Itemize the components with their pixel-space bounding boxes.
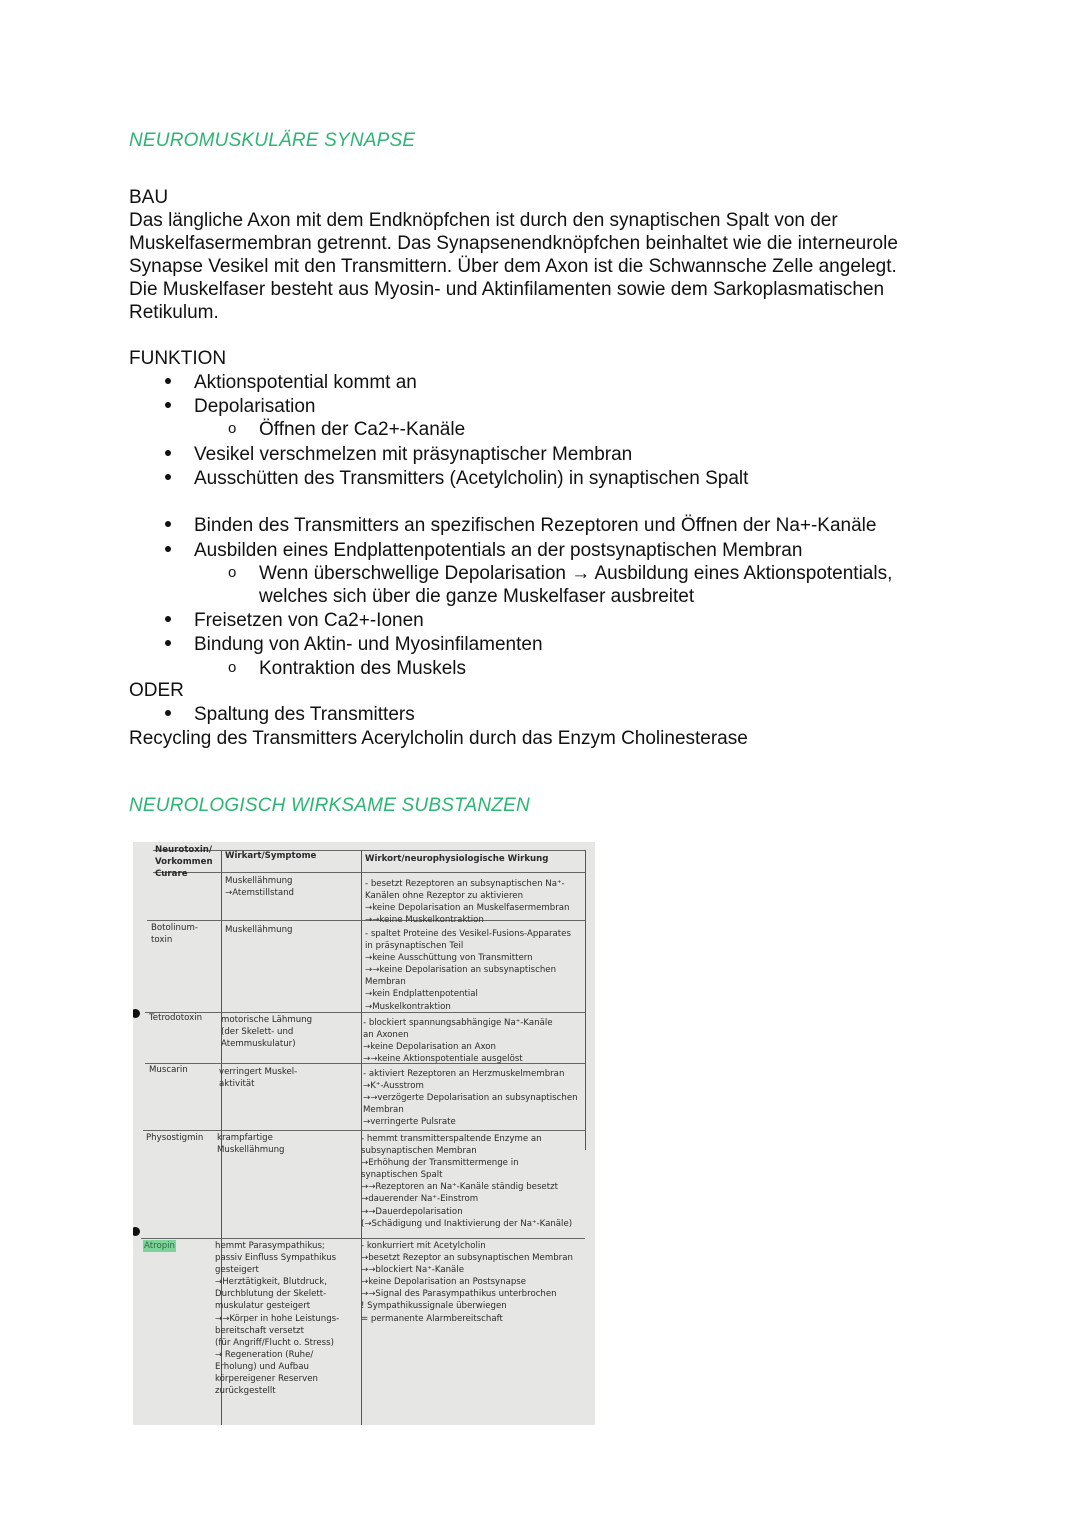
table-header-col1: Neurotoxin/ Vorkommen [155, 845, 213, 868]
list-item: Binden des Transmitters an spezifischen Rezeptoren und Öffnen der Na+-Kanäle [194, 515, 877, 536]
circle-bullet-icon: o [228, 564, 237, 581]
list-subitem-continuation: welches sich über die ganze Muskelfaser ausbreitet [259, 586, 695, 607]
highlighted-atropin: Atropin [144, 1241, 175, 1251]
funktion-heading: FUNKTION [129, 348, 227, 369]
bullet-icon [165, 378, 171, 384]
bullet-icon [165, 546, 171, 552]
recycling-text: Recycling des Transmitters Acerylcholin durch das Enzym Cholinesterase [129, 728, 748, 749]
table-grid-line [585, 850, 586, 1150]
bullet-icon [165, 616, 171, 622]
bau-line: Das längliche Axon mit dem Endknöpfchen ist durch den synaptischen Spalt von der [129, 210, 838, 231]
list-subitem: Kontraktion des Muskels [259, 658, 466, 679]
table-cell-symptoms: verringert Muskel- aktivität [219, 1067, 298, 1090]
table-cell-effect: - hemmt transmitterspaltende Enzyme an subsynaptischen Membran →Erhöhung der Transmittermenge in synaptischen Spalt →→Rezeptoren an Na⁺-Kanäle ständig besetzt →dauerender Na⁺-Einstrom →→Dauerdepolarisation (→Schädigung und Inaktivierung der Na⁺-Kanäle) [361, 1134, 573, 1229]
section-title-neuromuskulaere-synapse: NEUROMUSKULÄRE SYNAPSE [129, 130, 416, 151]
bullet-icon [165, 710, 171, 716]
bullet-icon [165, 640, 171, 646]
list-subitem: Wenn überschwellige Depolarisation → Ausbildung eines Aktionspotentials, [259, 563, 893, 584]
table-cell-name: Muscarin [149, 1065, 188, 1075]
table-cell-symptoms: motorische Lähmung (der Skelett- und Atemmuskulatur) [221, 1015, 313, 1050]
bullet-icon [165, 474, 171, 480]
bau-line: Retikulum. [129, 302, 219, 323]
table-cell-symptoms: krampfartige Muskellähmung [217, 1133, 285, 1156]
list-subitem: Öffnen der Ca2+-Kanäle [259, 419, 466, 440]
table-cell-symptoms: hemmt Parasympathikus; passiv Einfluss Sympathikus gesteigert →Herztätigkeit, Blutdruck, Durchblutung der Skelett- muskulatur gesteigert →→Körper in hohe Leistungs- bereitschaft versetzt (für Angriff/Flucht o. Stress) → Regeneration (Ruhe/ Erholung) und Aufbau körpereigener Reserven zurückgestellt [215, 1241, 340, 1397]
section-title-neurologisch-wirksame-substanzen: NEUROLOGISCH WIRKSAME SUBSTANZEN [129, 795, 530, 816]
punch-hole-icon [133, 1227, 140, 1236]
table-cell-effect: - blockiert spannungsabhängige Na⁺-Kanäle an Axonen →keine Depolarisation an Axon →→keine Aktionspotentiale ausgelöst [363, 1018, 553, 1065]
table-cell-effect: - aktiviert Rezeptoren an Herzmuskelmembran →K⁺-Ausstrom →→verzögerte Depolarisation an subsynaptischen Membran →verringerte Pulsrate [363, 1069, 578, 1128]
table-cell-symptoms: Muskellähmung [225, 925, 293, 935]
bullet-icon [165, 521, 171, 527]
table-cell-name: Curare [155, 869, 188, 879]
bau-heading: BAU [129, 187, 169, 208]
list-item: Freisetzen von Ca2+-Ionen [194, 610, 424, 631]
table-cell-name: Tetrodotoxin [149, 1013, 203, 1023]
table-grid-line [141, 1238, 585, 1239]
list-item: Bindung von Aktin- und Myosinfilamenten [194, 634, 543, 655]
punch-hole-icon [133, 1009, 140, 1018]
list-item: Spaltung des Transmitters [194, 704, 415, 725]
table-header-col2: Wirkart/Symptome [225, 851, 317, 861]
table-cell-name: Physostigmin [146, 1133, 204, 1143]
oder-label: ODER [129, 680, 184, 701]
bau-line: Muskelfasermembran getrennt. Das Synapsenendknöpfchen beinhaltet wie die interneurole [129, 233, 898, 254]
substances-table-photo [133, 842, 595, 1425]
table-cell-effect: - besetzt Rezeptoren an subsynaptischen Na⁺- Kanälen ohne Rezeptor zu aktivieren →keine Depolarisation an Muskelfasermembran →→keine Muskelkontraktion [365, 879, 570, 926]
list-item: Ausschütten des Transmitters (Acetylcholin) in synaptischen Spalt [194, 468, 749, 489]
list-item: Depolarisation [194, 396, 316, 417]
bau-line: Die Muskelfaser besteht aus Myosin- und Aktinfilamenten sowie dem Sarkoplasmatischen [129, 279, 885, 300]
circle-bullet-icon: o [228, 420, 237, 437]
table-grid-line [153, 850, 585, 851]
table-cell-name [143, 1240, 176, 1252]
table-cell-name: Botolinum- toxin [151, 923, 198, 946]
table-grid-line [143, 1130, 585, 1131]
table-grid-line [153, 872, 585, 873]
circle-bullet-icon: o [228, 659, 237, 676]
list-item: Aktionspotential kommt an [194, 372, 417, 393]
table-cell-symptoms: Muskellähmung →Atemstillstand [225, 876, 294, 899]
table-cell-effect: - konkurriert mit Acetylcholin →besetzt Rezeptor an subsynaptischen Membran →→blockiert Na⁺-Kanäle →keine Depolarisation an Postsynapse →→Signal des Parasympathikus unterbrochen ! Sympathikussignale überwiegen = permanente Alarmbereitschaft [361, 1241, 573, 1324]
table-cell-effect: - spaltet Proteine des Vesikel-Fusions-Apparates in präsynaptischen Teil →keine Ausschüttung von Transmittern →→keine Depolarisation an subsynaptischen Membran →kein Endplattenpotential →Muskelkontraktion [365, 929, 571, 1012]
list-item: Ausbilden eines Endplattenpotentials an der postsynaptischen Membran [194, 540, 803, 561]
table-header-col3: Wirkort/neurophysiologische Wirkung [365, 854, 549, 864]
bau-line: Synapse Vesikel mit den Transmittern. Über dem Axon ist die Schwannsche Zelle angelegt. [129, 256, 897, 277]
list-item: Vesikel verschmelzen mit präsynaptischer Membran [194, 444, 633, 465]
bullet-icon [165, 402, 171, 408]
bullet-icon [165, 450, 171, 456]
